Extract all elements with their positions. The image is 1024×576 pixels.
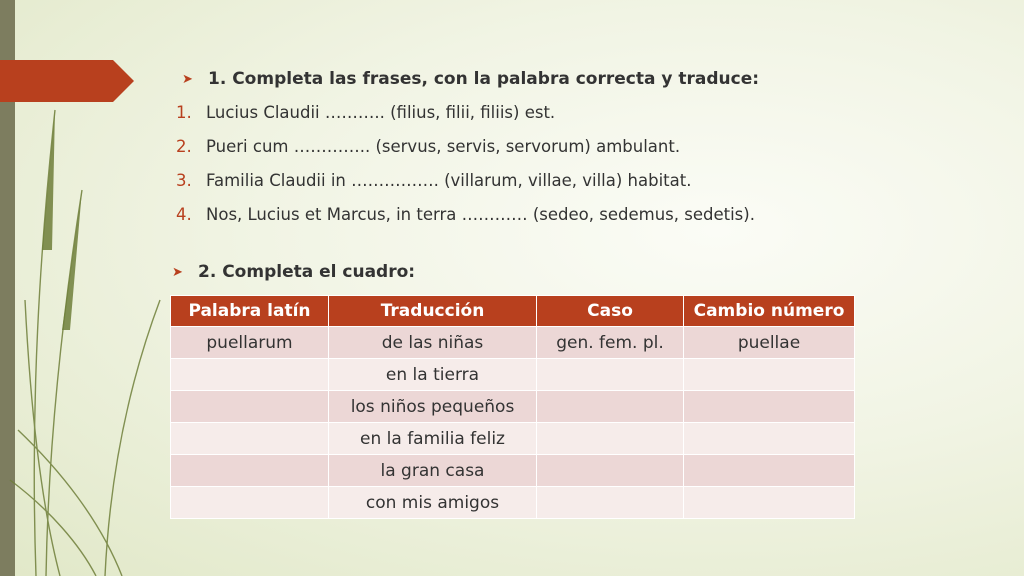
table-cell xyxy=(171,359,329,391)
table-row xyxy=(171,423,855,455)
table-cell xyxy=(171,391,329,423)
table-row xyxy=(171,391,855,423)
table-cell xyxy=(537,391,684,423)
table-row xyxy=(171,359,855,391)
table-cell: con mis amigos xyxy=(329,487,537,519)
table-cell xyxy=(684,359,855,391)
table-row xyxy=(171,487,855,519)
list-item: 3. Familia Claudii in ……………. (villarum, villae, villa) habitat. xyxy=(176,171,692,190)
table-cell: los niños pequeños xyxy=(329,391,537,423)
table-cell xyxy=(684,391,855,423)
exercise-1-heading: ➤ 1. Completa las frases, con la palabra correcta y traduce: xyxy=(182,69,760,89)
exercise-table xyxy=(170,295,855,519)
table-cell: en la tierra xyxy=(329,359,537,391)
table-cell xyxy=(171,455,329,487)
table-header-row xyxy=(171,296,855,327)
table-cell xyxy=(171,423,329,455)
table-cell: en la familia feliz xyxy=(329,423,537,455)
table-cell xyxy=(684,455,855,487)
header-cambio-numero: Cambio número xyxy=(684,296,855,327)
table-cell: puellae xyxy=(684,327,855,359)
list-item: 4. Nos, Lucius et Marcus, in terra ………… (sedeo, sedemus, sedetis). xyxy=(176,205,755,224)
arrow-bullet-icon: ➤ xyxy=(182,71,193,87)
header-palabra-latin: Palabra latín xyxy=(171,296,329,327)
header-caso: Caso xyxy=(537,296,684,327)
exercise-2-heading: ➤ 2. Completa el cuadro: xyxy=(172,262,416,282)
table-cell xyxy=(684,423,855,455)
table-row xyxy=(171,327,855,359)
table-cell: de las niñas xyxy=(329,327,537,359)
table-cell: gen. fem. pl. xyxy=(537,327,684,359)
decorative-lines xyxy=(0,0,170,576)
table-cell: la gran casa xyxy=(329,455,537,487)
table-cell xyxy=(537,487,684,519)
table-row xyxy=(171,455,855,487)
table-cell: puellarum xyxy=(171,327,329,359)
list-item: 1. Lucius Claudii ……….. (filius, filii, filiis) est. xyxy=(176,103,556,122)
list-item: 2. Pueri cum ………….. (servus, servis, servorum) ambulant. xyxy=(176,137,681,156)
table-cell xyxy=(537,455,684,487)
arrow-bullet-icon: ➤ xyxy=(172,264,183,280)
sentence-list xyxy=(176,96,755,232)
table-cell xyxy=(537,423,684,455)
header-traduccion: Traducción xyxy=(329,296,537,327)
table-cell xyxy=(537,359,684,391)
table-cell xyxy=(171,487,329,519)
table-cell xyxy=(684,487,855,519)
